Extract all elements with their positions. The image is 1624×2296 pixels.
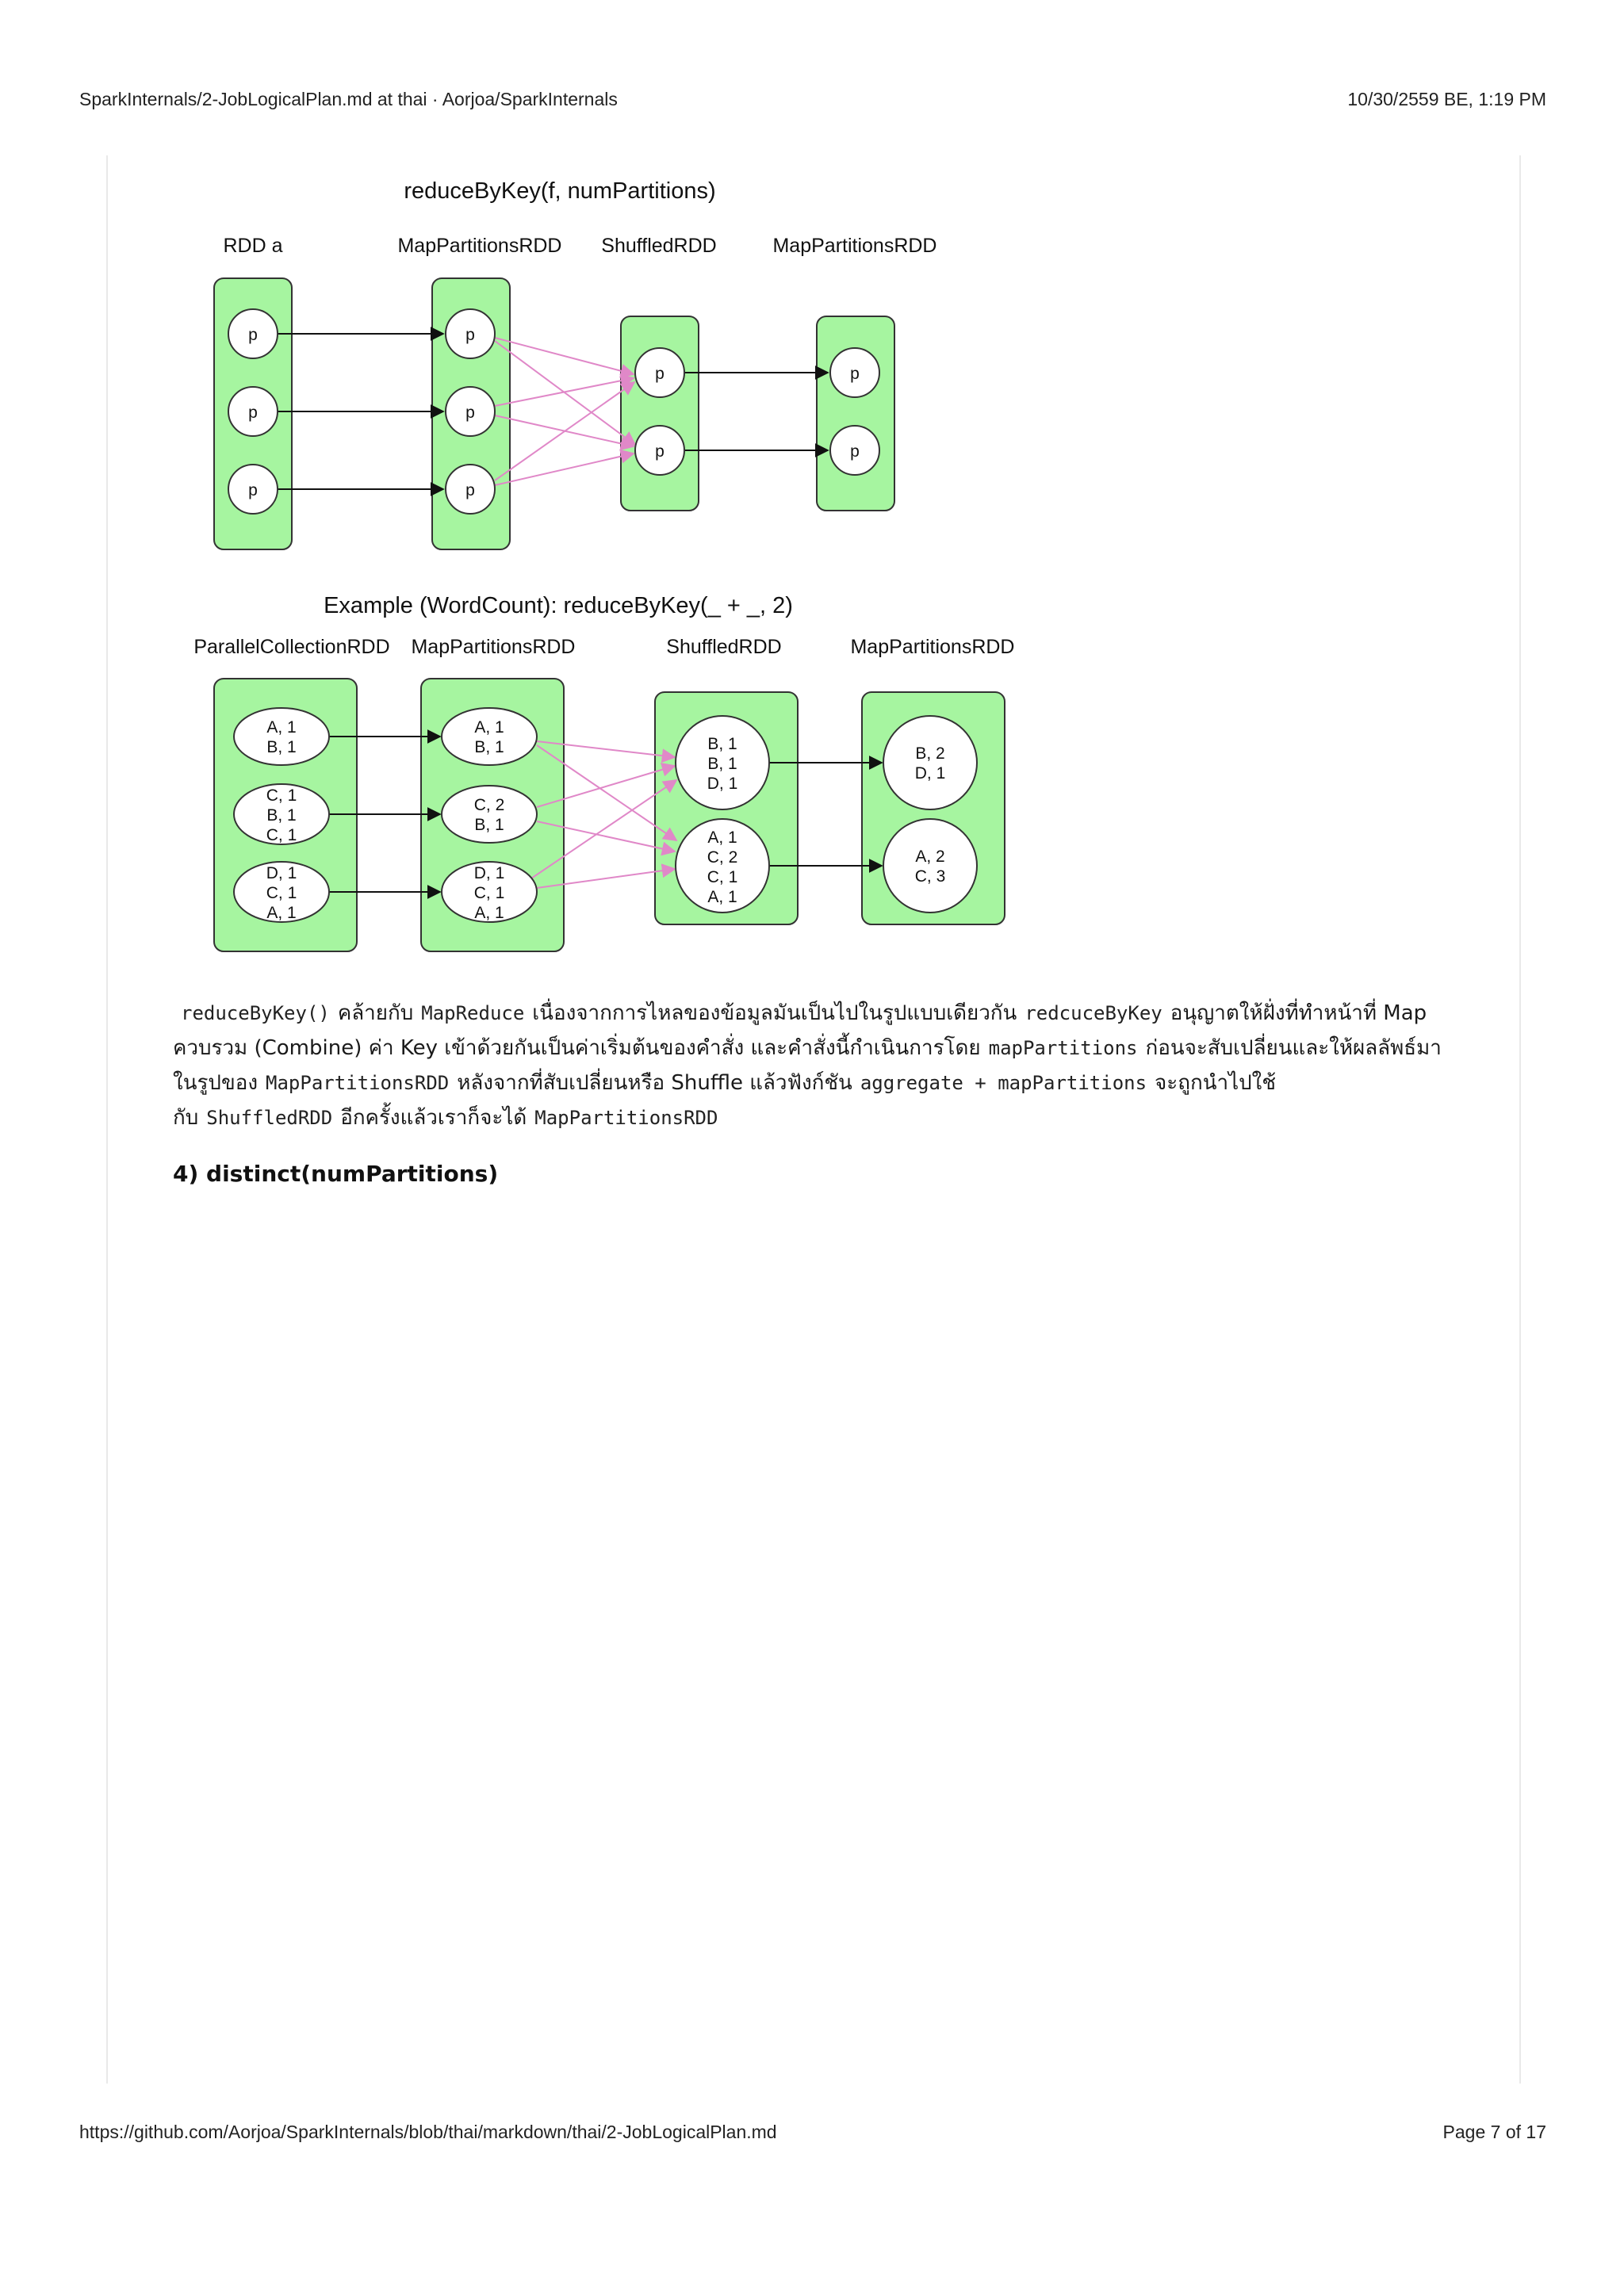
diagram1-label-mappartitions: MapPartitionsRDD: [397, 235, 562, 257]
shuffle-arrow: [495, 378, 634, 406]
svg-text:B, 2: B, 2: [915, 744, 945, 763]
inline-code: MapPartitionsRDD: [266, 1072, 450, 1094]
print-footer-url: https://github.com/Aorjoa/SparkInternals/blob/thai/markdown/thai/2-JobLogicalPlan.md: [79, 2122, 777, 2142]
svg-text:p: p: [655, 442, 665, 461]
svg-text:A, 1: A, 1: [474, 904, 504, 922]
record-partition: [442, 786, 537, 843]
record-partition: [676, 819, 769, 913]
inline-code: ShuffledRDD: [206, 1107, 333, 1129]
diagram1-title: reduceByKey(f, numPartitions): [404, 178, 716, 204]
paragraph-text: อีกครั้งแล้วเราก็จะได้: [340, 1106, 527, 1130]
inline-code: reduceByKey(): [181, 1002, 330, 1024]
svg-text:A, 1: A, 1: [266, 904, 297, 922]
inline-code: redcuceByKey: [1025, 1002, 1162, 1024]
diagram1-label-rdd-a: RDD a: [223, 235, 283, 257]
paragraph-text: เนื่องจากการไหลของข้อมูลมันเป็นไปในรูปแบบเดียวกัน: [532, 1001, 1017, 1025]
svg-text:B, 1: B, 1: [707, 735, 737, 753]
svg-text:B, 1: B, 1: [266, 738, 297, 756]
svg-text:D, 1: D, 1: [914, 764, 946, 783]
svg-text:p: p: [248, 404, 258, 422]
print-header-datetime: 10/30/2559 BE, 1:19 PM: [1347, 89, 1546, 109]
svg-text:p: p: [850, 365, 860, 383]
svg-text:C, 2: C, 2: [707, 848, 738, 867]
partition-node: [228, 309, 278, 358]
section-heading-distinct: 4) distinct(numPartitions): [173, 1161, 499, 1187]
svg-text:p: p: [465, 481, 475, 499]
partition-node: [830, 348, 879, 397]
svg-text:B, 1: B, 1: [266, 806, 297, 825]
record-partition: [442, 708, 537, 765]
inline-code: aggregate + mapPartitions: [860, 1072, 1147, 1094]
svg-text:B, 1: B, 1: [474, 738, 504, 756]
svg-text:D, 1: D, 1: [707, 775, 738, 793]
shuffled-rdd-box: [621, 316, 699, 511]
inline-code: mapPartitions: [988, 1037, 1138, 1059]
svg-text:A, 1: A, 1: [707, 888, 737, 906]
svg-text:C, 1: C, 1: [707, 868, 738, 886]
partition-node: [228, 465, 278, 514]
shuffle-arrow: [495, 382, 634, 480]
record-partition: [234, 862, 329, 922]
svg-text:A, 1: A, 1: [266, 718, 297, 737]
svg-text:p: p: [655, 365, 665, 383]
svg-text:A, 1: A, 1: [474, 718, 504, 737]
diagram2-title: Example (WordCount): reduceByKey(_ + _, 2): [324, 593, 793, 618]
svg-text:D, 1: D, 1: [266, 864, 297, 882]
svg-text:p: p: [465, 404, 475, 422]
diagram2-label-mappartitions: MapPartitionsRDD: [411, 636, 576, 658]
record-partition: [234, 708, 329, 765]
diagram1-label-mappartitions-out: MapPartitionsRDD: [772, 235, 937, 257]
paragraph-text: อนุญาตให้ฝั่งที่ทำหน้าที่ Map ควบรวม (Combine) ค่า Key เข้าด้วยกันเป็นค่าเริ่มต้นของคำสั่ง และคำสั่งนี้กำเนินการโดย: [173, 1001, 1427, 1060]
svg-text:C, 2: C, 2: [473, 796, 505, 814]
diagram2-label-shuffled: ShuffledRDD: [666, 636, 782, 658]
diagram2-label-parallelcollection: ParallelCollectionRDD: [193, 636, 390, 658]
partition-node: [635, 348, 684, 397]
svg-text:C, 3: C, 3: [914, 867, 946, 886]
paragraph-text: ก่อนจะสับเปลี่ยนและให้ผลลัพธ์มาในรูปของ: [173, 1036, 1442, 1095]
map-partitions-rdd-out-box: [817, 316, 894, 511]
svg-text:C, 1: C, 1: [266, 826, 297, 844]
record-partition: [883, 819, 977, 913]
record-partition: [234, 784, 329, 844]
svg-text:A, 2: A, 2: [915, 848, 945, 866]
svg-text:p: p: [248, 481, 258, 499]
svg-text:C, 1: C, 1: [473, 884, 505, 902]
partition-node: [446, 465, 495, 514]
paragraph-text: หลังจากที่สับเปลี่ยนหรือ Shuffle แล้วฟังก์ชัน: [457, 1071, 852, 1095]
partition-node: [830, 426, 879, 475]
partition-node: [228, 387, 278, 436]
svg-text:A, 1: A, 1: [707, 828, 737, 847]
svg-text:D, 1: D, 1: [473, 864, 505, 882]
reducebykey-diagram: [0, 0, 1624, 991]
diagram1-label-shuffled: ShuffledRDD: [601, 235, 717, 257]
svg-text:B, 1: B, 1: [707, 755, 737, 773]
svg-text:p: p: [850, 442, 860, 461]
svg-text:C, 1: C, 1: [266, 884, 297, 902]
shuffle-arrow: [495, 453, 634, 485]
partition-node: [446, 309, 495, 358]
svg-text:p: p: [465, 326, 475, 344]
print-header-title: SparkInternals/2-JobLogicalPlan.md at thai · Aorjoa/SparkInternals: [79, 89, 618, 109]
partition-node: [635, 426, 684, 475]
explanation-paragraph: [173, 996, 1457, 1135]
record-partition: [676, 716, 769, 809]
svg-text:C, 1: C, 1: [266, 786, 297, 805]
svg-text:p: p: [248, 326, 258, 344]
inline-code: MapReduce: [421, 1002, 525, 1024]
record-partition: [883, 716, 977, 809]
paragraph-text: คล้ายกับ: [337, 1001, 414, 1025]
paragraph-text: จะถูกนำไปใช้กับ: [173, 1071, 1277, 1130]
svg-text:B, 1: B, 1: [474, 816, 504, 834]
diagram2-label-mappartitions-out: MapPartitionsRDD: [850, 636, 1015, 658]
inline-code: MapPartitionsRDD: [534, 1107, 718, 1129]
record-partition: [442, 862, 537, 922]
partition-node: [446, 387, 495, 436]
print-footer-page: Page 7 of 17: [1442, 2122, 1546, 2142]
